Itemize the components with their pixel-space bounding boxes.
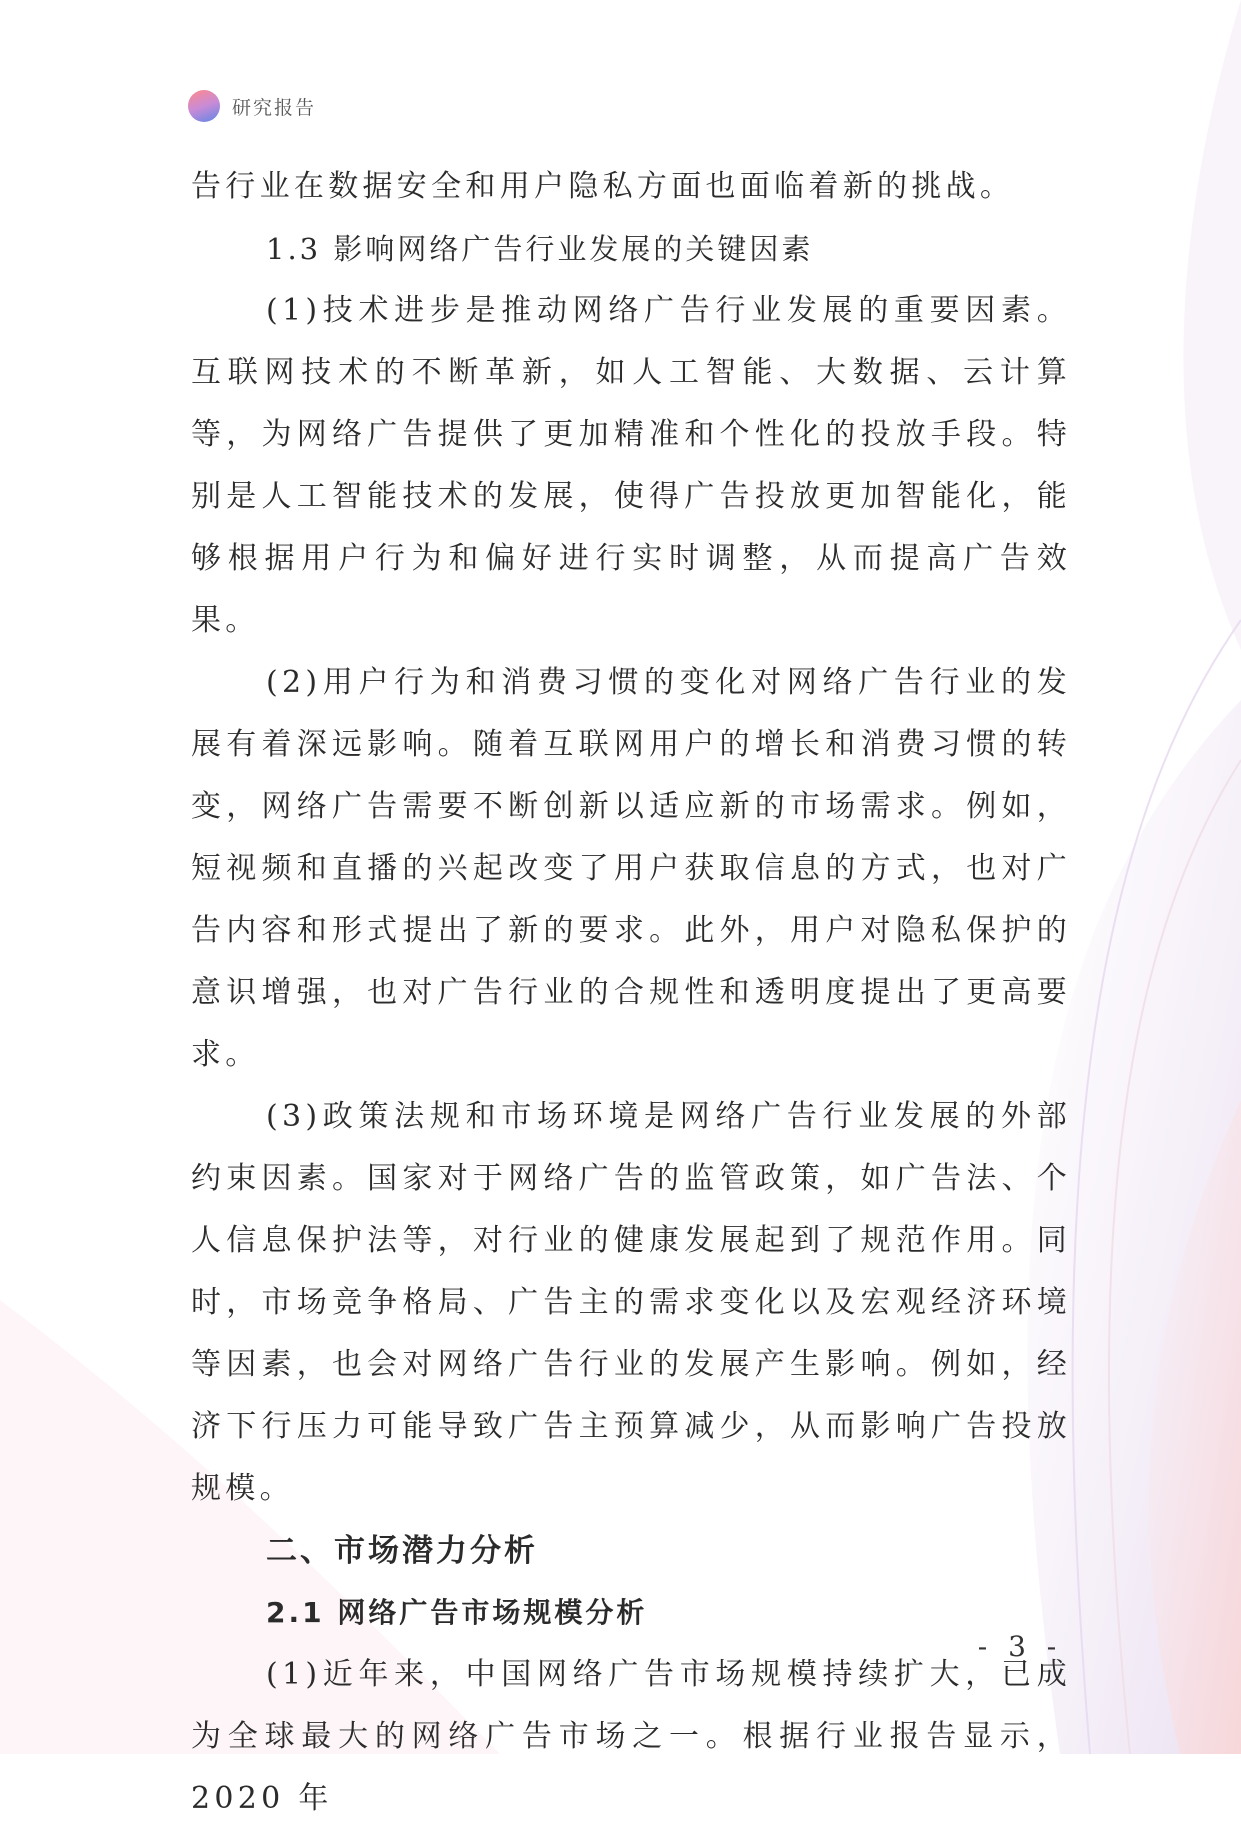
body-content [191,156,1071,1830]
header-title: 研究报告 [232,96,317,119]
page-header [188,89,316,123]
paragraph-2: (2)用户行为和消费习惯的变化对网络广告行业的发展有着深远影响。随着互联网用户的增长和消费习惯的转变，网络广告需要不断创新以适应新的市场需求。例如，短视频和直播的兴起改变了用户获取信息的方式，也对广告内容和形式提出了新的要求。此外，用户对隐私保护的意识增强，也对广告行业的合规性和透明度提出了更高要求。 [191,665,1071,1072]
paragraph-continuation: 告行业在数据安全和用户隐私方面也面临着新的挑战。 [191,169,1015,204]
paragraph-3: (3)政策法规和市场环境是网络广告行业发展的外部约束因素。国家对于网络广告的监管政策，如广告法、个人信息保护法等，对行业的健康发展起到了规范作用。同时，市场竞争格局、广告主的需求变化以及宏观经济环境等因素，也会对网络广告行业的发展产生影响。例如，经济下行压力可能导致广告主预算减少，从而影响广告投放规模。 [191,1099,1071,1506]
section-2-heading: 二、市场潜力分析 [266,1533,538,1569]
page-number: - 3 - [977,1630,1063,1663]
logo-icon [188,90,220,122]
heading-2-1: 2.1 网络广告市场规模分析 [266,1596,648,1629]
heading-1-3: 1.3 影响网络广告行业发展的关键因素 [266,232,814,266]
paragraph-1: (1)技术进步是推动网络广告行业发展的重要因素。互联网技术的不断革新，如人工智能、大数据、云计算等，为网络广告提供了更加精准和个性化的投放手段。特别是人工智能技术的发展，使得广告投放更加智能化，能够根据用户行为和偏好进行实时调整，从而提高广告效果。 [191,293,1071,638]
paragraph-4: (1)近年来，中国网络广告市场规模持续扩大，已成为全球最大的网络广告市场之一。根据行业报告显示，2020 年 [191,1657,1071,1816]
